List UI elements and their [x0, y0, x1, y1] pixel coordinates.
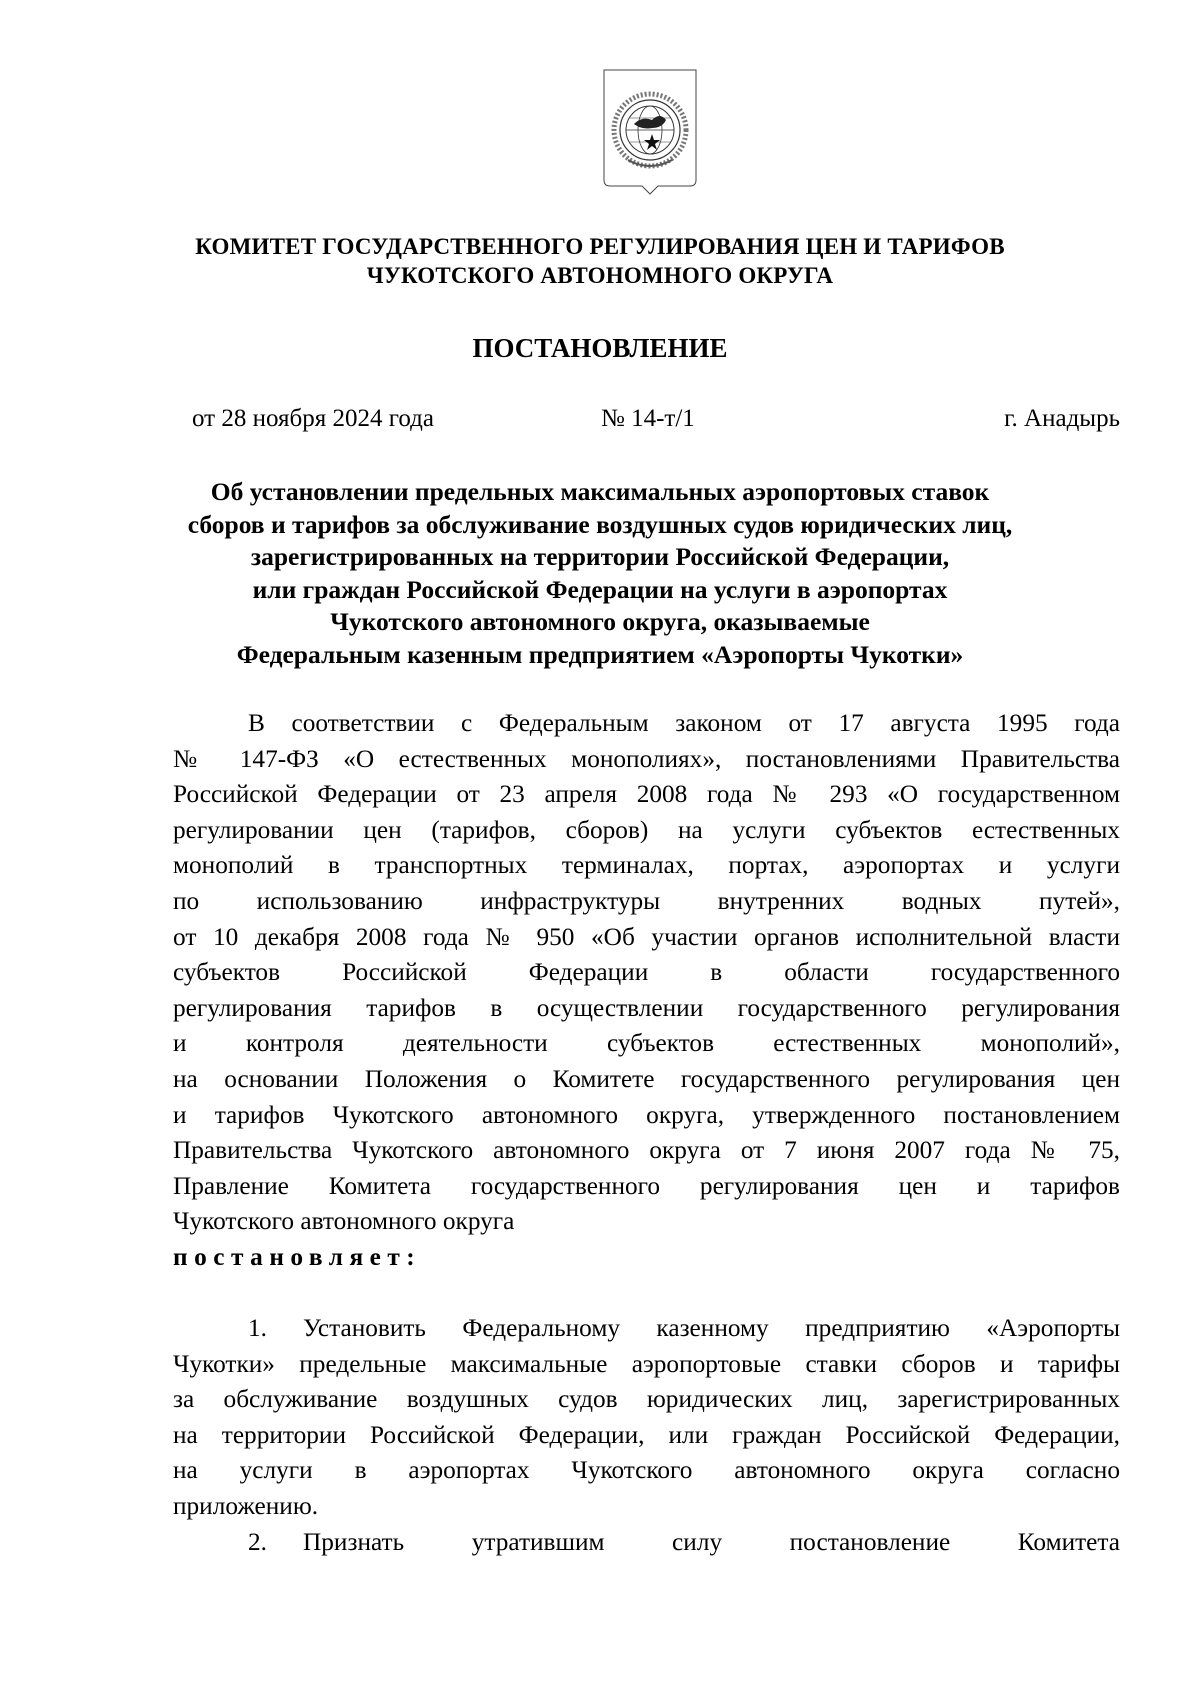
item-line: за обслуживание воздушных судов юридических лиц, зарегистрированных: [173, 1385, 1120, 1414]
preamble-line: на основании Положения о Комитете государственного регулирования цен: [173, 1064, 1120, 1093]
preamble-line: В соответствии с Федеральным законом от 17 августа 1995 года: [248, 709, 1120, 737]
item-number: 1.: [248, 1314, 267, 1343]
document-number: № 14-т/1: [601, 405, 695, 432]
preamble-line: Правительства Чукотского автономного округа от 7 июня 2007 года № 75,: [173, 1136, 1120, 1165]
spacer: [173, 1276, 1120, 1312]
preamble: [173, 706, 1120, 1240]
preamble-line: регулирования тарифов в осуществлении государственного регулирования: [173, 993, 1120, 1022]
title-line: Об установлении предельных максимальных аэропортовых ставок: [210, 477, 990, 506]
document-body: [173, 706, 1120, 1560]
issuing-authority: [150, 232, 1050, 290]
preamble-line: № 147-ФЗ «О естественных монополиях», постановлениями Правительства: [173, 744, 1120, 773]
preamble-line: регулировании цен (тарифов, сборов) на услуги субъектов естественных: [173, 815, 1120, 844]
preamble-line: Правление Комитета государственного регулирования цен и тарифов: [173, 1171, 1120, 1200]
document-title: [150, 476, 1050, 671]
title-line: зарегистрированных на территории Российской Федерации,: [250, 542, 950, 571]
preamble-line: монополий в транспортных терминалах, портах, аэропортах и услуги: [173, 851, 1120, 880]
preamble-line: от 10 декабря 2008 года № 950 «Об участии органов исполнительной власти: [173, 922, 1120, 951]
preamble-line: и тарифов Чукотского автономного округа, утвержденного постановлением: [173, 1100, 1120, 1129]
item-line: на территории Российской Федерации, или граждан Российской Федерации,: [173, 1420, 1120, 1449]
title-line: Чукотского автономного округа, оказываемые: [330, 607, 870, 636]
resolution-item-1: [173, 1311, 1120, 1525]
document-type: ПОСТАНОВЛЕНИЕ: [472, 333, 728, 363]
issuing-authority-line-2: ЧУКОТСКОГО АВТОНОМНОГО ОКРУГА: [366, 263, 834, 288]
item-line: на услуги в аэропортах Чукотского автономного округа согласно: [173, 1456, 1120, 1485]
title-line: сборов и тарифов за обслуживание воздушных судов юридических лиц,: [187, 509, 1013, 539]
resolves-keyword: постановляет:: [173, 1242, 422, 1271]
item-text: Признать утратившим силу постановление Комитета: [303, 1527, 1120, 1556]
item-line: приложению.: [173, 1492, 319, 1521]
item-text: Установить Федеральному казенному предприятию «Аэропорты: [303, 1314, 1120, 1343]
preamble-line: Чукотского автономного округа: [173, 1207, 515, 1236]
preamble-line: по использованию инфраструктуры внутренних водных путей»,: [173, 886, 1120, 915]
title-line: Федеральным казенным предприятием «Аэропорты Чукотки»: [236, 639, 964, 669]
title-line: или граждан Российской Федерации на услуги в аэропортах: [252, 574, 948, 604]
item-line: Чукотки» предельные максимальные аэропортовые ставки сборов и тарифы: [173, 1349, 1120, 1378]
preamble-line: Российской Федерации от 23 апреля 2008 года № 293 «О государственном: [173, 780, 1120, 809]
resolution-item-2: [173, 1525, 1120, 1561]
item-number: 2.: [248, 1527, 267, 1556]
item-line: [173, 1525, 1120, 1561]
document-city: г. Анадырь: [1004, 405, 1120, 432]
document-date: от 28 ноября 2024 года: [192, 405, 434, 432]
item-line: [173, 1311, 1120, 1347]
document-meta: [192, 402, 1120, 436]
preamble-line: и контроля деятельности субъектов естественных монополий»,: [173, 1029, 1120, 1058]
coat-of-arms-icon: [590, 68, 710, 208]
issuing-authority-line-1: КОМИТЕТ ГОСУДАРСТВЕННОГО РЕГУЛИРОВАНИЯ ЦЕН И ТАРИФОВ: [195, 234, 1005, 259]
preamble-line: субъектов Российской Федерации в области государственного: [173, 958, 1120, 987]
